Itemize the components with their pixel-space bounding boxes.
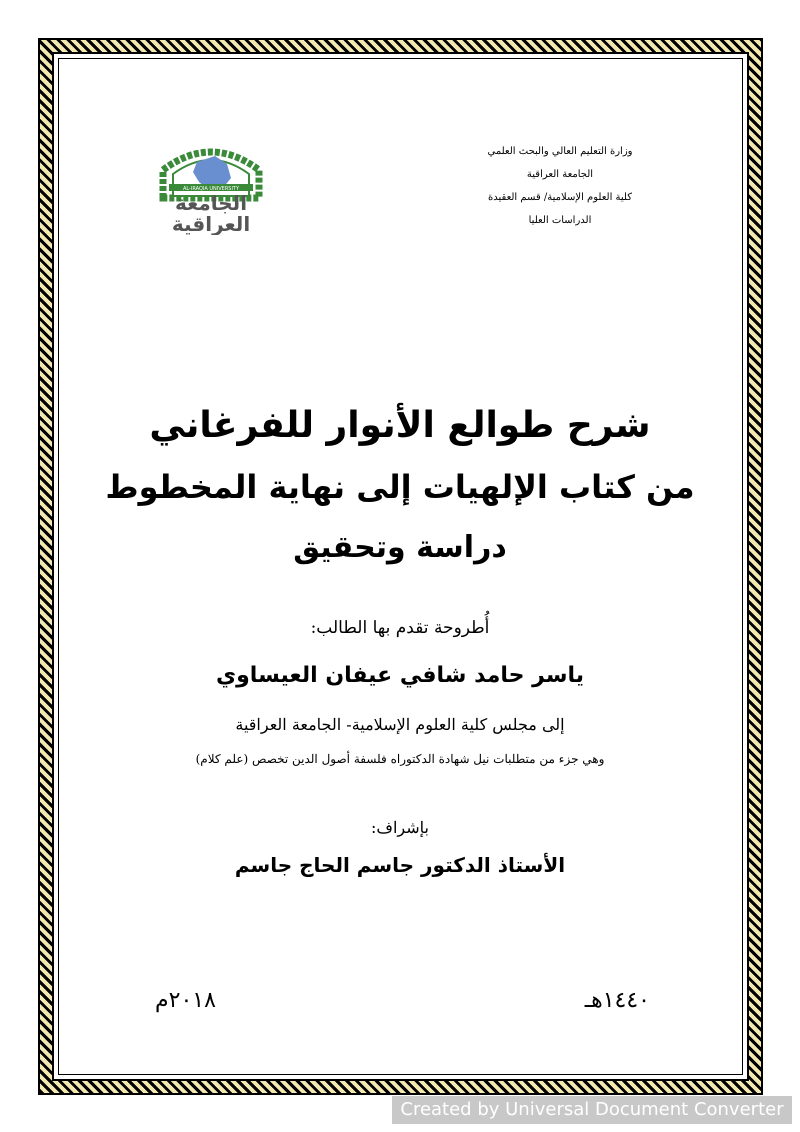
thesis-title: شرح طوالع الأنوار للفرغاني [149,405,651,446]
thesis-type: دراسة وتحقيق [293,530,507,565]
supervision-label: بإشراف: [371,818,429,837]
gregorian-date: ٢٠١٨م [155,988,216,1013]
graduate-studies-line: الدراسات العليا [528,215,592,226]
ministry-line: وزارة التعليم العالي والبحث العلمي [487,146,633,157]
thesis-subtitle: من كتاب الإلهيات إلى نهاية المخطوط [105,468,695,506]
logo-word-2: العراقية [171,212,251,235]
ministry-header [450,140,670,232]
college-line: كلية العلوم الإسلامية/ قسم العقيدة [488,192,632,203]
logo-ribbon-text: AL-IRAQIA UNIVERSITY [182,186,240,192]
student-name: ياسر حامد شافي عيفان العيساوي [215,663,585,688]
university-logo [155,140,267,235]
supervisor-name: الأستاذ الدكتور جاسم الحاج جاسم [234,853,566,877]
degree-requirement: وهي جزء من متطلبات نيل شهادة الدكتوراه فلسفة أصول الدين تخصص (علم كلام) [195,752,605,766]
hijri-date: ١٤٤٠هـ [584,988,650,1013]
council-line: إلى مجلس كلية العلوم الإسلامية- الجامعة العراقية [235,715,565,734]
logo-word-1: الجامعة [174,191,248,215]
watermark-banner: Created by Universal Document Converter [392,1096,792,1124]
submitted-by-label: أُطروحة تقدم بها الطالب: [310,618,490,638]
university-line: الجامعة العراقية [526,169,594,180]
